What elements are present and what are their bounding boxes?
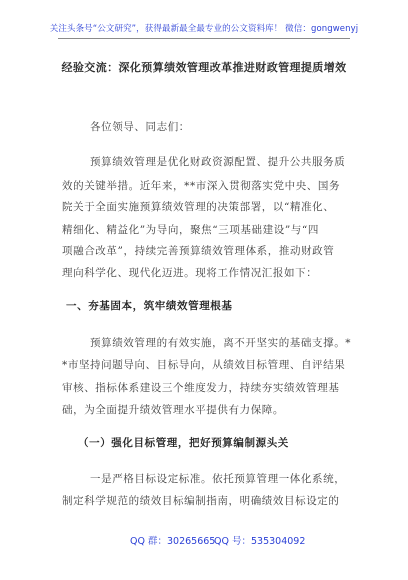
paragraph-line: 精细化、精益化”为导向，聚焦“三项基础建设”与“四 — [62, 224, 319, 236]
paragraph-line: 院关于全面实施预算绩效管理的决策部署，以“精准化、 — [62, 201, 335, 213]
paragraph-line: *市坚持问题导向、目标导向，从绩效目标管理、自评结果 — [62, 359, 346, 371]
paragraph-line: 审核、指标体系建设三个维度发力，持续夯实绩效管理基 — [62, 382, 340, 394]
qq-group-text: QQ 群：30265665 — [130, 536, 216, 547]
document-title: 经验交流：深化预算绩效管理改革推进财政管理提质增效 — [61, 61, 347, 74]
paragraph-line: 预算绩效管理的有效实施，离不开坚实的基础支撑。* — [90, 337, 352, 349]
paragraph-line: 制定科学规范的绩效目标编制指南，明确绩效目标设定的 — [62, 495, 340, 507]
salutation: 各位领导、同志们： — [90, 121, 190, 133]
paragraph-line: 一是严格目标设定标准。依托预算管理一体化系统， — [90, 473, 346, 485]
header-banner: 关注头条号“公文研究”，获得最新最全最专业的公文资料库！ 微信：gongwenyj — [49, 24, 359, 34]
footer-contact — [0, 533, 408, 549]
header-divider — [58, 38, 350, 39]
paragraph-line: 础，为全面提升绩效管理水平提供有力保障。 — [62, 404, 284, 416]
paragraph-line: 理向科学化、现代化迈进。现将工作情况汇报如下： — [62, 267, 318, 279]
section-heading: 一、夯基固本，筑牢绩效管理根基 — [66, 300, 233, 312]
subsection-heading: （一）强化目标管理，把好预算编制源头关 — [78, 437, 289, 449]
paragraph-line: 项融合改革”，持续完善预算绩效管理体系，推动财政管 — [62, 245, 335, 257]
paragraph-line: 效的关键举措。近年来，**市深入贯彻落实党中央、国务 — [62, 180, 341, 192]
qq-number-text: QQ 号：535304092 — [214, 536, 306, 547]
paragraph-line: 预算绩效管理是优化财政资源配置、提升公共服务质 — [90, 156, 346, 168]
